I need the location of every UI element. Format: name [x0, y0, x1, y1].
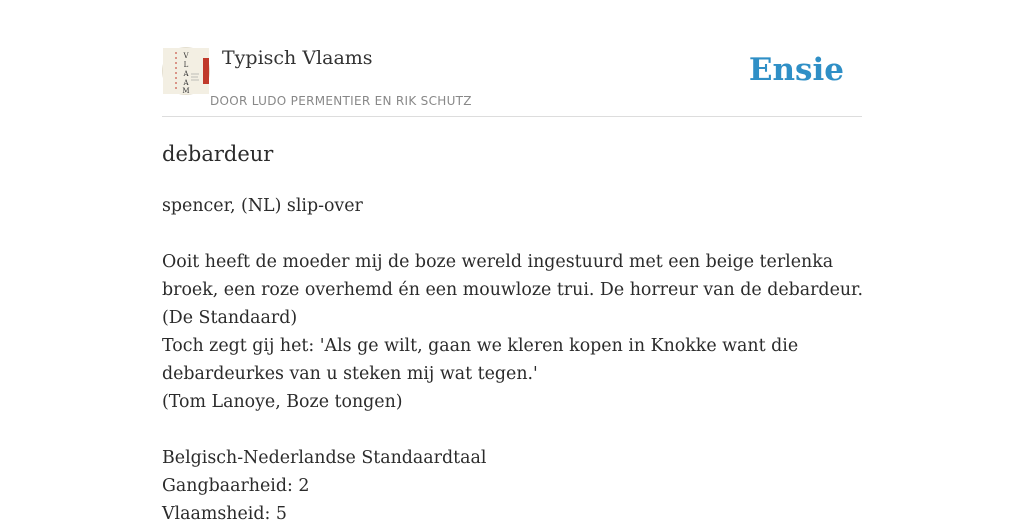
quote-line: debardeurkes van u steken mij wat tegen.'	[162, 364, 538, 384]
gangbaarheid-rating: Gangbaarheid: 2	[162, 476, 310, 496]
quote-line: Ooit heeft de moeder mij de boze wereld ingestuurd met een beige terlenka	[162, 252, 834, 272]
author-byline: DOOR LUDO PERMENTIER EN RIK SCHUTZ	[210, 94, 472, 108]
entry-body	[162, 192, 862, 528]
book-cover-graphic	[163, 48, 209, 94]
quote-line: broek, een roze overhemd én een mouwloze trui. De horreur van de debardeur.	[162, 280, 863, 300]
book-cover-icon[interactable]	[162, 47, 210, 95]
quote-source: (De Standaard)	[162, 308, 298, 328]
brand-logo[interactable]: Ensie	[748, 52, 844, 88]
entry-title: debardeur	[162, 142, 274, 166]
quote-source: (Tom Lanoye, Boze tongen)	[162, 392, 403, 412]
svg-text:A: A	[183, 79, 189, 87]
quote-line: Toch zegt gij het: 'Als ge wilt, gaan we kleren kopen in Knokke want die	[162, 336, 799, 356]
paragraph-gap	[162, 416, 862, 444]
svg-text:A: A	[183, 70, 189, 78]
language-label: Belgisch-Nederlandse Standaardtaal	[162, 448, 487, 468]
header	[162, 40, 862, 117]
vlaamsheid-rating: Vlaamsheid: 5	[162, 504, 287, 524]
svg-text:V: V	[183, 52, 189, 60]
svg-text:M: M	[182, 87, 190, 95]
paragraph-gap	[162, 220, 862, 248]
svg-text:L: L	[183, 61, 189, 69]
entry-page	[162, 0, 863, 524]
entry-synonyms: spencer, (NL) slip-over	[162, 196, 363, 216]
book-title[interactable]: Typisch Vlaams	[222, 47, 373, 69]
